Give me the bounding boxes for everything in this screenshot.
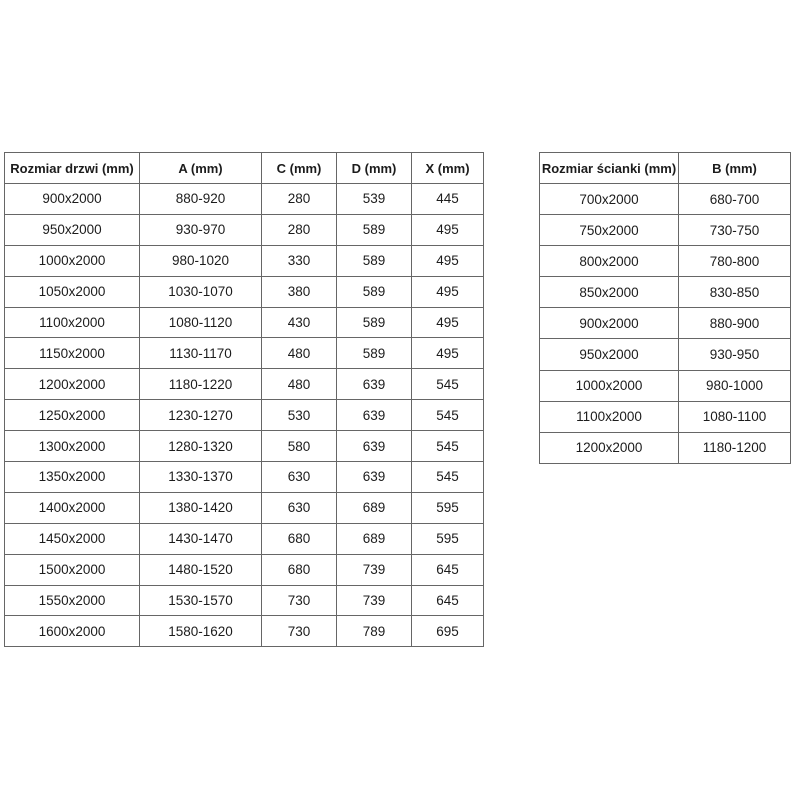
table-cell: 1130-1170	[140, 338, 262, 369]
table-cell: 539	[337, 184, 412, 215]
table-cell: 739	[337, 554, 412, 585]
column-header: X (mm)	[412, 153, 484, 184]
table-row	[540, 339, 791, 370]
table-cell: 1100x2000	[5, 307, 140, 338]
table-cell: 689	[337, 523, 412, 554]
table-cell: 950x2000	[540, 339, 679, 370]
table-cell: 980-1020	[140, 245, 262, 276]
table-cell: 680	[262, 554, 337, 585]
table-header-row	[540, 153, 791, 184]
table-cell: 880-900	[679, 308, 791, 339]
table-cell: 730	[262, 585, 337, 616]
table-row	[5, 245, 484, 276]
table-row	[5, 338, 484, 369]
table-cell: 630	[262, 462, 337, 493]
table-cell: 695	[412, 616, 484, 647]
table-row	[5, 585, 484, 616]
table-cell: 380	[262, 276, 337, 307]
table-row	[540, 277, 791, 308]
table-cell: 1500x2000	[5, 554, 140, 585]
table-cell: 639	[337, 431, 412, 462]
table-cell: 680-700	[679, 184, 791, 215]
table-cell: 545	[412, 369, 484, 400]
table-cell: 1450x2000	[5, 523, 140, 554]
table-cell: 1300x2000	[5, 431, 140, 462]
table-cell: 1530-1570	[140, 585, 262, 616]
table-cell: 750x2000	[540, 215, 679, 246]
table-cell: 430	[262, 307, 337, 338]
table-cell: 1280-1320	[140, 431, 262, 462]
column-header: Rozmiar drzwi (mm)	[5, 153, 140, 184]
table-cell: 545	[412, 400, 484, 431]
column-header: D (mm)	[337, 153, 412, 184]
table-cell: 1200x2000	[540, 432, 679, 463]
table-cell: 639	[337, 400, 412, 431]
table-cell: 445	[412, 184, 484, 215]
table-row	[5, 400, 484, 431]
table-row	[5, 276, 484, 307]
table-cell: 589	[337, 338, 412, 369]
table-cell: 830-850	[679, 277, 791, 308]
table-cell: 495	[412, 245, 484, 276]
table-row	[5, 554, 484, 585]
table-cell: 1200x2000	[5, 369, 140, 400]
column-header: A (mm)	[140, 153, 262, 184]
table-cell: 595	[412, 523, 484, 554]
table-cell: 630	[262, 492, 337, 523]
column-header: Rozmiar ścianki (mm)	[540, 153, 679, 184]
table-row	[540, 215, 791, 246]
table-cell: 800x2000	[540, 246, 679, 277]
table-cell: 980-1000	[679, 370, 791, 401]
table-cell: 645	[412, 554, 484, 585]
table-cell: 589	[337, 214, 412, 245]
table-cell: 1430-1470	[140, 523, 262, 554]
table-row	[540, 401, 791, 432]
table-cell: 1400x2000	[5, 492, 140, 523]
table-cell: 280	[262, 214, 337, 245]
table-cell: 950x2000	[5, 214, 140, 245]
table-cell: 530	[262, 400, 337, 431]
table-cell: 1550x2000	[5, 585, 140, 616]
table-cell: 689	[337, 492, 412, 523]
table-cell: 545	[412, 431, 484, 462]
table-cell: 1600x2000	[5, 616, 140, 647]
table-row	[540, 370, 791, 401]
table-cell: 280	[262, 184, 337, 215]
table-cell: 495	[412, 338, 484, 369]
table-cell: 595	[412, 492, 484, 523]
table-cell: 495	[412, 307, 484, 338]
table-header-row	[5, 153, 484, 184]
table-row	[5, 462, 484, 493]
table-row	[540, 432, 791, 463]
table-cell: 730-750	[679, 215, 791, 246]
table-cell: 1480-1520	[140, 554, 262, 585]
table-cell: 589	[337, 245, 412, 276]
table-row	[5, 431, 484, 462]
table-cell: 580	[262, 431, 337, 462]
table-cell: 1000x2000	[540, 370, 679, 401]
table-cell: 1150x2000	[5, 338, 140, 369]
table-cell: 589	[337, 307, 412, 338]
table-cell: 880-920	[140, 184, 262, 215]
table-cell: 739	[337, 585, 412, 616]
table-cell: 1080-1100	[679, 401, 791, 432]
table-cell: 700x2000	[540, 184, 679, 215]
table-cell: 639	[337, 462, 412, 493]
table-cell: 330	[262, 245, 337, 276]
table-cell: 480	[262, 369, 337, 400]
table-cell: 780-800	[679, 246, 791, 277]
table-row	[5, 214, 484, 245]
table-cell: 1350x2000	[5, 462, 140, 493]
table-cell: 900x2000	[5, 184, 140, 215]
table-cell: 480	[262, 338, 337, 369]
table-cell: 495	[412, 276, 484, 307]
table-cell: 1080-1120	[140, 307, 262, 338]
table-row	[5, 492, 484, 523]
table-cell: 900x2000	[540, 308, 679, 339]
table-cell: 495	[412, 214, 484, 245]
table-row	[5, 523, 484, 554]
column-header: B (mm)	[679, 153, 791, 184]
table-cell: 1030-1070	[140, 276, 262, 307]
table-cell: 680	[262, 523, 337, 554]
table-row	[540, 184, 791, 215]
table-cell: 730	[262, 616, 337, 647]
table-cell: 1000x2000	[5, 245, 140, 276]
table-row	[5, 184, 484, 215]
table-cell: 1230-1270	[140, 400, 262, 431]
table-cell: 1180-1200	[679, 432, 791, 463]
table-cell: 639	[337, 369, 412, 400]
table-cell: 645	[412, 585, 484, 616]
table-cell: 930-950	[679, 339, 791, 370]
table-cell: 1250x2000	[5, 400, 140, 431]
table-row	[540, 246, 791, 277]
door-dimensions-table	[4, 152, 484, 647]
column-header: C (mm)	[262, 153, 337, 184]
table-row	[5, 307, 484, 338]
table-cell: 1380-1420	[140, 492, 262, 523]
table-cell: 1100x2000	[540, 401, 679, 432]
table-row	[5, 369, 484, 400]
wall-panel-dimensions-table	[539, 152, 791, 464]
table-cell: 1050x2000	[5, 276, 140, 307]
table-row	[5, 616, 484, 647]
table-cell: 1180-1220	[140, 369, 262, 400]
table-cell: 930-970	[140, 214, 262, 245]
table-cell: 850x2000	[540, 277, 679, 308]
table-cell: 789	[337, 616, 412, 647]
table-cell: 545	[412, 462, 484, 493]
table-row	[540, 308, 791, 339]
table-cell: 1330-1370	[140, 462, 262, 493]
table-cell: 1580-1620	[140, 616, 262, 647]
table-cell: 589	[337, 276, 412, 307]
